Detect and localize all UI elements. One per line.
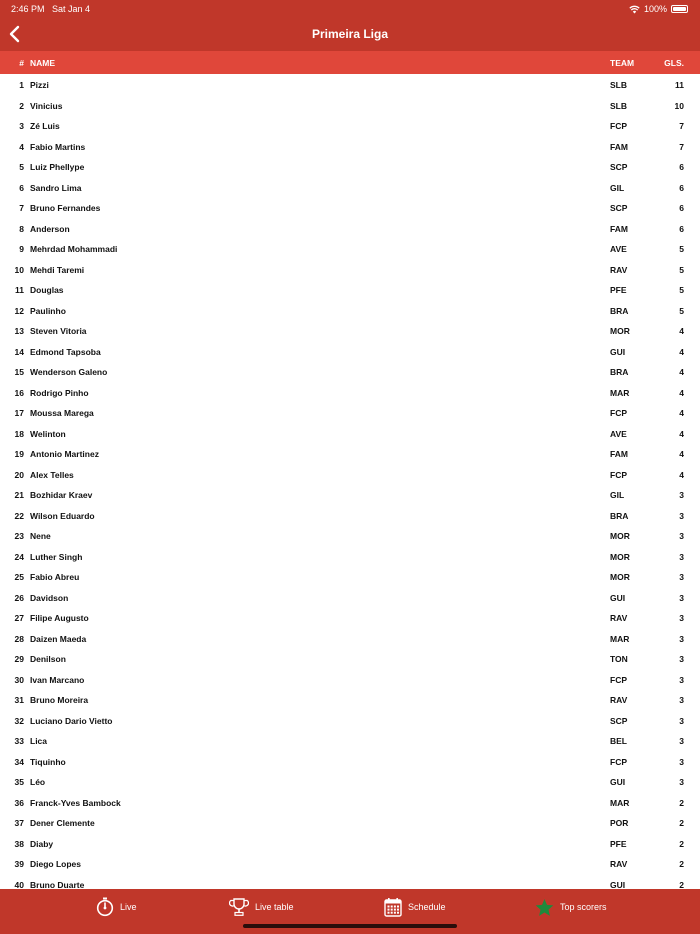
star-icon <box>535 898 554 917</box>
table-row[interactable] <box>0 587 700 608</box>
goals-cell: 3 <box>679 633 684 644</box>
home-indicator <box>243 924 457 928</box>
player-name-cell: Edmond Tapsoba <box>30 346 101 357</box>
rank-cell: 20 <box>14 469 24 480</box>
rank-cell: 31 <box>14 695 24 705</box>
goals-cell: 6 <box>679 182 684 193</box>
player-name-cell: Wenderson Galeno <box>30 367 108 377</box>
goals-cell: 7 <box>679 121 684 131</box>
rank-cell: 32 <box>14 715 24 726</box>
team-cell: SCP <box>610 162 628 172</box>
team-cell: POR <box>610 818 629 828</box>
table-row[interactable] <box>0 238 700 259</box>
team-cell: MAR <box>610 633 630 644</box>
table-row[interactable] <box>0 833 700 854</box>
status-date: Sat Jan 4 <box>52 4 91 14</box>
goals-cell: 3 <box>679 695 684 705</box>
player-name-cell: Anderson <box>30 223 70 234</box>
player-name-cell: Bozhidar Kraev <box>30 490 93 500</box>
team-cell: FCP <box>610 756 627 767</box>
player-name-cell: Paulinho <box>30 305 66 316</box>
player-name-cell: Alex Telles <box>30 469 74 480</box>
column-header-team: TEAM <box>610 58 635 68</box>
rank-cell: 7 <box>19 203 24 213</box>
nav-bar <box>0 18 700 51</box>
rank-cell: 16 <box>14 387 24 398</box>
player-name-cell: Douglas <box>30 285 64 295</box>
goals-cell: 3 <box>679 674 684 685</box>
table-row[interactable] <box>0 361 700 382</box>
goals-cell: 4 <box>679 387 684 398</box>
tab-live-table-label: Live table <box>255 902 294 912</box>
goals-cell: 4 <box>679 428 684 439</box>
rank-cell: 37 <box>14 818 24 828</box>
goals-cell: 11 <box>675 80 684 90</box>
rank-cell: 39 <box>14 859 24 869</box>
goals-cell: 10 <box>674 100 684 111</box>
goals-cell: 2 <box>679 797 684 808</box>
table-row[interactable] <box>0 525 700 546</box>
battery-icon <box>671 5 688 13</box>
player-name-cell: Rodrigo Pinho <box>30 387 89 398</box>
table-row[interactable] <box>0 402 700 423</box>
column-header-goals: GLS. <box>664 58 684 68</box>
rank-cell: 27 <box>14 613 24 623</box>
team-cell: FCP <box>610 121 627 131</box>
table-row[interactable] <box>0 648 700 669</box>
player-name-cell: Bruno Duarte <box>30 879 85 890</box>
rank-cell: 25 <box>14 572 24 582</box>
team-cell: GUI <box>610 879 626 890</box>
team-cell: SCP <box>610 203 628 213</box>
goals-cell: 4 <box>679 408 684 418</box>
team-cell: GIL <box>610 490 625 500</box>
rank-cell: 4 <box>19 141 24 152</box>
team-cell: GUI <box>610 346 626 357</box>
goals-cell: 3 <box>679 551 684 562</box>
rank-cell: 22 <box>14 510 24 521</box>
goals-cell: 3 <box>679 736 684 746</box>
goals-cell: 5 <box>679 244 684 254</box>
table-header <box>0 51 700 74</box>
rank-cell: 35 <box>14 777 24 787</box>
team-cell: AVE <box>610 244 627 254</box>
trophy-icon <box>229 897 249 917</box>
rank-cell: 2 <box>19 100 24 111</box>
rank-cell: 5 <box>19 162 24 172</box>
player-name-cell: Sandro Lima <box>30 182 82 193</box>
player-name-cell: Léo <box>30 777 46 787</box>
goals-cell: 3 <box>679 654 684 664</box>
column-header-name: NAME <box>30 58 56 68</box>
table-row[interactable] <box>0 95 700 116</box>
goals-cell: 3 <box>679 592 684 603</box>
rank-cell: 38 <box>14 838 24 849</box>
player-name-cell: Davidson <box>30 592 69 603</box>
stopwatch-icon <box>96 897 114 917</box>
column-header-rank: # <box>19 58 24 68</box>
tab-top-scorers-label: Top scorers <box>560 902 607 912</box>
goals-cell: 3 <box>679 490 684 500</box>
battery-percent: 100% <box>643 4 667 14</box>
goals-cell: 3 <box>679 510 684 521</box>
wifi-icon <box>629 5 640 14</box>
tab-schedule-label: Schedule <box>408 902 446 912</box>
table-row[interactable] <box>0 320 700 341</box>
rank-cell: 18 <box>14 428 24 439</box>
rank-cell: 1 <box>19 80 24 90</box>
goals-cell: 3 <box>679 572 684 582</box>
team-cell: RAV <box>610 695 628 705</box>
player-name-cell: Mehdi Taremi <box>30 264 85 275</box>
table-row[interactable] <box>0 382 700 403</box>
goals-cell: 3 <box>679 777 684 787</box>
goals-cell: 4 <box>679 469 684 480</box>
rank-cell: 14 <box>14 346 24 357</box>
team-cell: FAM <box>610 449 628 459</box>
table-row[interactable] <box>0 566 700 587</box>
table-row[interactable] <box>0 177 700 198</box>
team-cell: SLB <box>610 80 627 90</box>
player-name-cell: Diego Lopes <box>30 859 82 869</box>
player-name-cell: Denilson <box>30 654 66 664</box>
team-cell: FAM <box>610 141 628 152</box>
table-row[interactable] <box>0 771 700 792</box>
table-row[interactable] <box>0 669 700 690</box>
goals-cell: 4 <box>679 346 684 357</box>
team-cell: FCP <box>610 469 627 480</box>
table-row[interactable] <box>0 156 700 177</box>
goals-cell: 5 <box>679 305 684 316</box>
goals-cell: 6 <box>679 162 684 172</box>
team-cell: FAM <box>610 223 628 234</box>
player-name-cell: Bruno Moreira <box>30 695 89 705</box>
team-cell: MOR <box>610 572 630 582</box>
table-row[interactable] <box>0 464 700 485</box>
tab-live-label: Live <box>120 902 137 912</box>
table-row[interactable] <box>0 546 700 567</box>
table-row[interactable] <box>0 218 700 239</box>
table-row[interactable] <box>0 751 700 772</box>
team-cell: GUI <box>610 592 626 603</box>
table-row[interactable] <box>0 443 700 464</box>
player-name-cell: Ivan Marcano <box>30 674 85 685</box>
goals-cell: 7 <box>679 141 684 152</box>
table-row[interactable] <box>0 279 700 300</box>
rank-cell: 13 <box>14 326 24 336</box>
table-row[interactable] <box>0 136 700 157</box>
player-name-cell: Wilson Eduardo <box>30 510 95 521</box>
rank-cell: 6 <box>19 182 24 193</box>
goals-cell: 2 <box>679 818 684 828</box>
team-cell: RAV <box>610 613 628 623</box>
goals-cell: 2 <box>679 879 684 890</box>
rank-cell: 29 <box>14 654 24 664</box>
team-cell: BRA <box>610 305 629 316</box>
table-row[interactable] <box>0 74 700 95</box>
rank-cell: 26 <box>14 592 24 603</box>
team-cell: BRA <box>610 367 629 377</box>
page-title: Primeira Liga <box>311 27 389 41</box>
rank-cell: 19 <box>14 449 24 459</box>
rank-cell: 34 <box>14 756 24 767</box>
player-name-cell: Zé Luis <box>30 121 60 131</box>
scorers-list[interactable] <box>0 74 700 894</box>
team-cell: RAV <box>610 264 628 275</box>
table-row[interactable] <box>0 853 700 874</box>
team-cell: MAR <box>610 797 630 808</box>
rank-cell: 15 <box>14 367 24 377</box>
table-row[interactable] <box>0 792 700 813</box>
team-cell: MAR <box>610 387 630 398</box>
goals-cell: 4 <box>679 367 684 377</box>
player-name-cell: Vinicius <box>30 100 63 111</box>
player-name-cell: Fabio Abreu <box>30 572 80 582</box>
rank-cell: 21 <box>14 490 24 500</box>
team-cell: MOR <box>610 326 630 336</box>
player-name-cell: Moussa Marega <box>30 408 94 418</box>
goals-cell: 2 <box>679 859 684 869</box>
team-cell: GIL <box>610 182 625 193</box>
rank-cell: 23 <box>14 531 24 541</box>
player-name-cell: Franck-Yves Bambock <box>30 797 121 808</box>
player-name-cell: Fabio Martins <box>30 141 86 152</box>
team-cell: SLB <box>610 100 627 111</box>
goals-cell: 3 <box>679 613 684 623</box>
goals-cell: 5 <box>679 285 684 295</box>
tab-top-scorers[interactable] <box>535 897 607 917</box>
player-name-cell: Mehrdad Mohammadi <box>30 244 118 254</box>
team-cell: GUI <box>610 777 626 787</box>
goals-cell: 5 <box>679 264 684 275</box>
rank-cell: 36 <box>14 797 24 808</box>
team-cell: PFE <box>610 838 627 849</box>
team-cell: FCP <box>610 408 627 418</box>
player-name-cell: Filipe Augusto <box>30 613 89 623</box>
rank-cell: 40 <box>14 879 24 890</box>
goals-cell: 3 <box>679 531 684 541</box>
player-name-cell: Dener Clemente <box>30 818 95 828</box>
team-cell: RAV <box>610 859 628 869</box>
player-name-cell: Luther Singh <box>30 551 83 562</box>
player-name-cell: Nene <box>30 531 51 541</box>
rank-cell: 28 <box>14 633 24 644</box>
rank-cell: 10 <box>14 264 24 275</box>
tab-live-table[interactable] <box>229 897 294 917</box>
player-name-cell: Pizzi <box>30 80 49 90</box>
team-cell: FCP <box>610 674 627 685</box>
team-cell: AVE <box>610 428 627 439</box>
rank-cell: 30 <box>14 674 24 685</box>
table-row[interactable] <box>0 628 700 649</box>
rank-cell: 24 <box>14 551 24 562</box>
player-name-cell: Antonio Martinez <box>30 449 99 459</box>
rank-cell: 12 <box>14 305 24 316</box>
team-cell: TON <box>610 654 628 664</box>
table-row[interactable] <box>0 607 700 628</box>
table-row[interactable] <box>0 505 700 526</box>
player-name-cell: Daizen Maeda <box>30 633 87 644</box>
team-cell: BEL <box>610 736 627 746</box>
player-name-cell: Lica <box>30 736 48 746</box>
rank-cell: 3 <box>19 121 24 131</box>
team-cell: BRA <box>610 510 629 521</box>
rank-cell: 11 <box>15 285 24 295</box>
calendar-icon <box>384 897 402 917</box>
table-row[interactable] <box>0 730 700 751</box>
team-cell: MOR <box>610 531 630 541</box>
player-name-cell: Luciano Dario Vietto <box>30 715 113 726</box>
player-name-cell: Bruno Fernandes <box>30 203 101 213</box>
rank-cell: 8 <box>19 223 24 234</box>
rank-cell: 17 <box>14 408 24 418</box>
table-row[interactable] <box>0 423 700 444</box>
team-cell: MOR <box>610 551 630 562</box>
table-row[interactable] <box>0 710 700 731</box>
table-row[interactable] <box>0 115 700 136</box>
player-name-cell: Steven Vitoria <box>30 326 87 336</box>
goals-cell: 3 <box>679 756 684 767</box>
goals-cell: 6 <box>679 223 684 234</box>
player-name-cell: Tiquinho <box>30 756 66 767</box>
team-cell: SCP <box>610 715 628 726</box>
status-time: 2:46 PM <box>11 4 45 14</box>
goals-cell: 4 <box>679 449 684 459</box>
table-row[interactable] <box>0 197 700 218</box>
table-row[interactable] <box>0 341 700 362</box>
rank-cell: 9 <box>19 244 24 254</box>
player-name-cell: Luiz Phellype <box>30 162 85 172</box>
table-row[interactable] <box>0 689 700 710</box>
table-row[interactable] <box>0 259 700 280</box>
table-row[interactable] <box>0 300 700 321</box>
player-name-cell: Diaby <box>30 838 54 849</box>
status-bar <box>0 0 700 18</box>
goals-cell: 3 <box>679 715 684 726</box>
goals-cell: 2 <box>679 838 684 849</box>
team-cell: PFE <box>610 285 627 295</box>
tab-schedule[interactable] <box>384 897 446 917</box>
table-row[interactable] <box>0 484 700 505</box>
goals-cell: 4 <box>679 326 684 336</box>
table-row[interactable] <box>0 812 700 833</box>
tab-live[interactable] <box>96 897 137 917</box>
status-right <box>629 4 688 14</box>
player-name-cell: Welinton <box>30 428 66 439</box>
goals-cell: 6 <box>679 203 684 213</box>
rank-cell: 33 <box>14 736 24 746</box>
